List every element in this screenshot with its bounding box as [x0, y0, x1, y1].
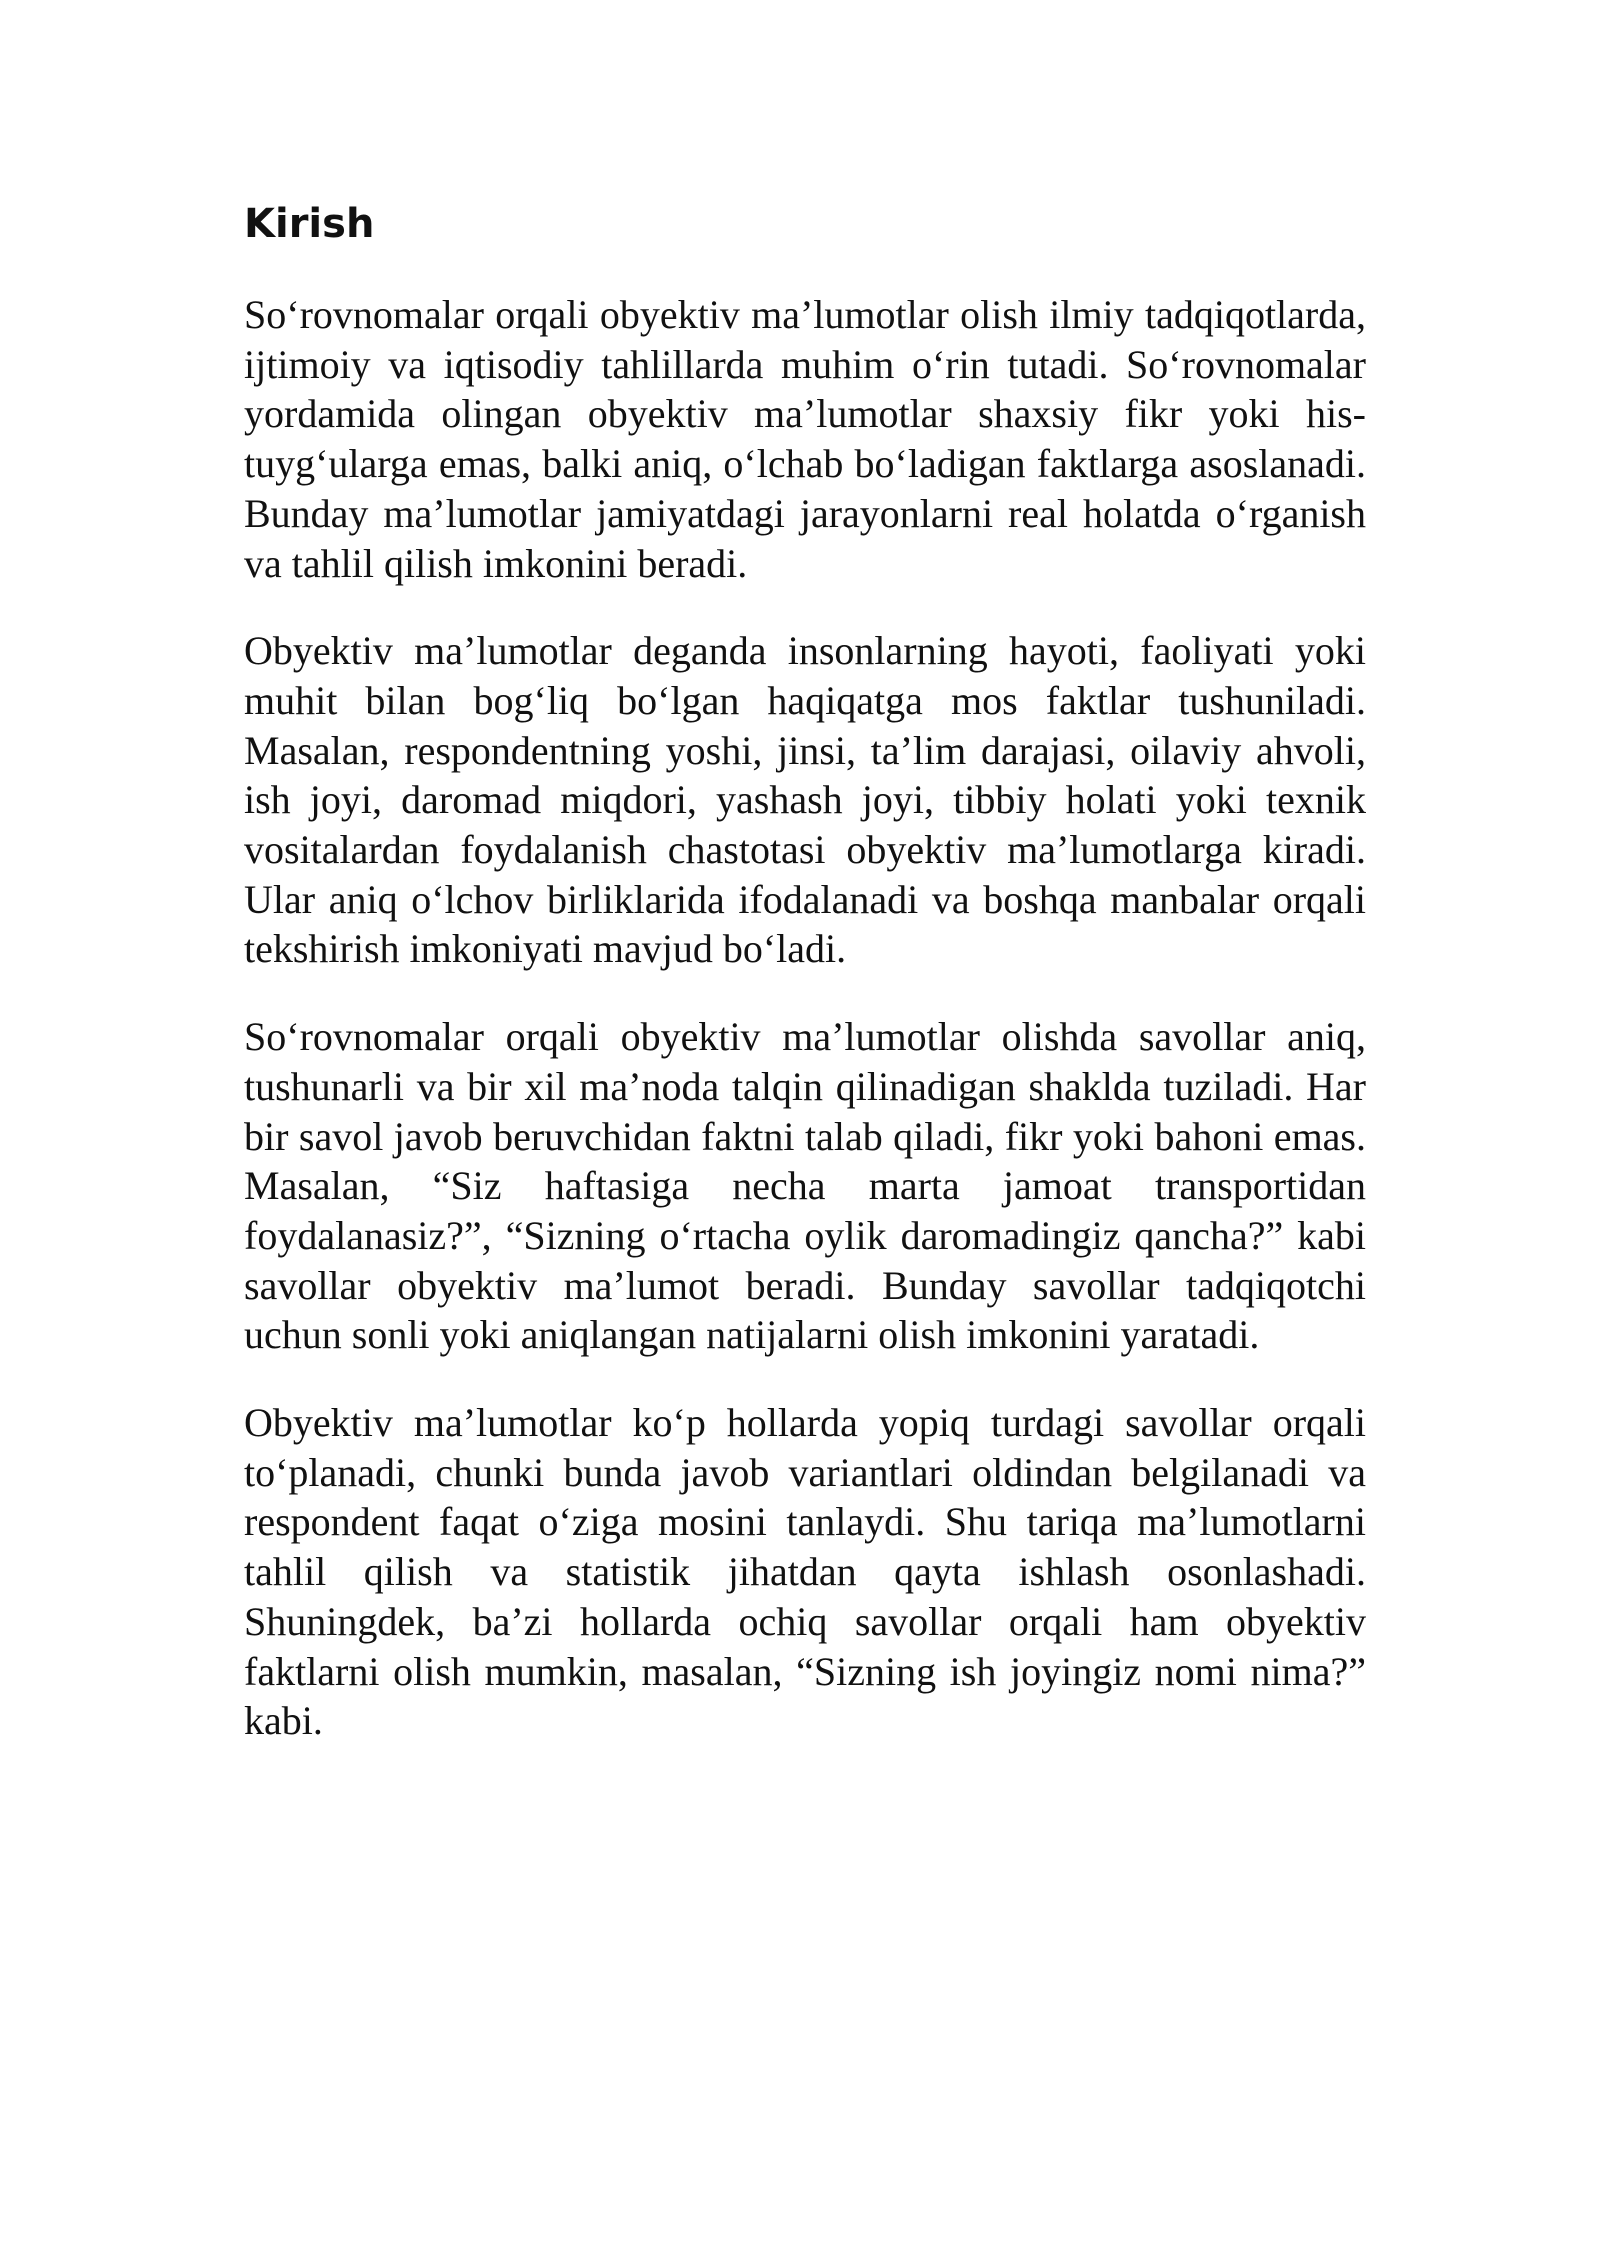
section-heading: Kirish	[244, 201, 375, 247]
paragraph-1: So‘rovnomalar orqali obyektiv ma’lumotlar olish ilmiy tadqiqotlarda, ijtimoiy va iqtisodiy tahlillarda muhim o‘rin tutadi. So‘rovnomalar yordamida olingan obyektiv ma’lumotlar shaxsiy fikr yoki his-tuyg‘ularga emas, balki aniq, o‘lchab bo‘ladigan faktlarga asoslanadi. Bunday ma’lumotlar jamiyatdagi jarayonlarni real holatda o‘rganish va tahlil qilish imkonini beradi.	[244, 292, 1366, 586]
paragraph-3: So‘rovnomalar orqali obyektiv ma’lumotlar olishda savollar aniq, tushunarli va bir xil ma’noda talqin qilinadigan shaklda tuziladi. Har bir savol javob beruvchidan faktni talab qiladi, fikr yoki bahoni emas. Masalan, “Siz haftasiga necha marta jamoat transportidan foydalanasiz?”, “Sizning o‘rtacha oylik daromadingiz qancha?” kabi savollar obyektiv ma’lumot beradi. Bunday savollar tadqiqotchi uchun sonli yoki aniqlangan natijalarni olish imkonini yaratadi.	[244, 1014, 1366, 1358]
document-body	[244, 196, 1366, 1784]
paragraph-4: Obyektiv ma’lumotlar ko‘p hollarda yopiq turdagi savollar orqali to‘planadi, chunki bunda javob variantlari oldindan belgilanadi va respondent faqat o‘ziga mosini tanlaydi. Shu tariqa ma’lumotlarni tahlil qilish va statistik jihatdan qayta ishlash osonlashadi. Shuningdek, ba’zi hollarda ochiq savollar orqali ham obyektiv faktlarni olish mumkin, masalan, “Sizning ish joyingiz nomi nima?” kabi.	[244, 1400, 1366, 1744]
paragraph-2: Obyektiv ma’lumotlar deganda insonlarning hayoti, faoliyati yoki muhit bilan bog‘liq bo‘lgan haqiqatga mos faktlar tushuniladi. Masalan, respondentning yoshi, jinsi, ta’lim darajasi, oilaviy ahvoli, ish joyi, daromad miqdori, yashash joyi, tibbiy holati yoki texnik vositalardan foydalanish chastotasi obyektiv ma’lumotlarga kiradi. Ular aniq o‘lchov birliklarida ifodalanadi va boshqa manbalar orqali tekshirish imkoniyati mavjud bo‘ladi.	[244, 628, 1366, 972]
